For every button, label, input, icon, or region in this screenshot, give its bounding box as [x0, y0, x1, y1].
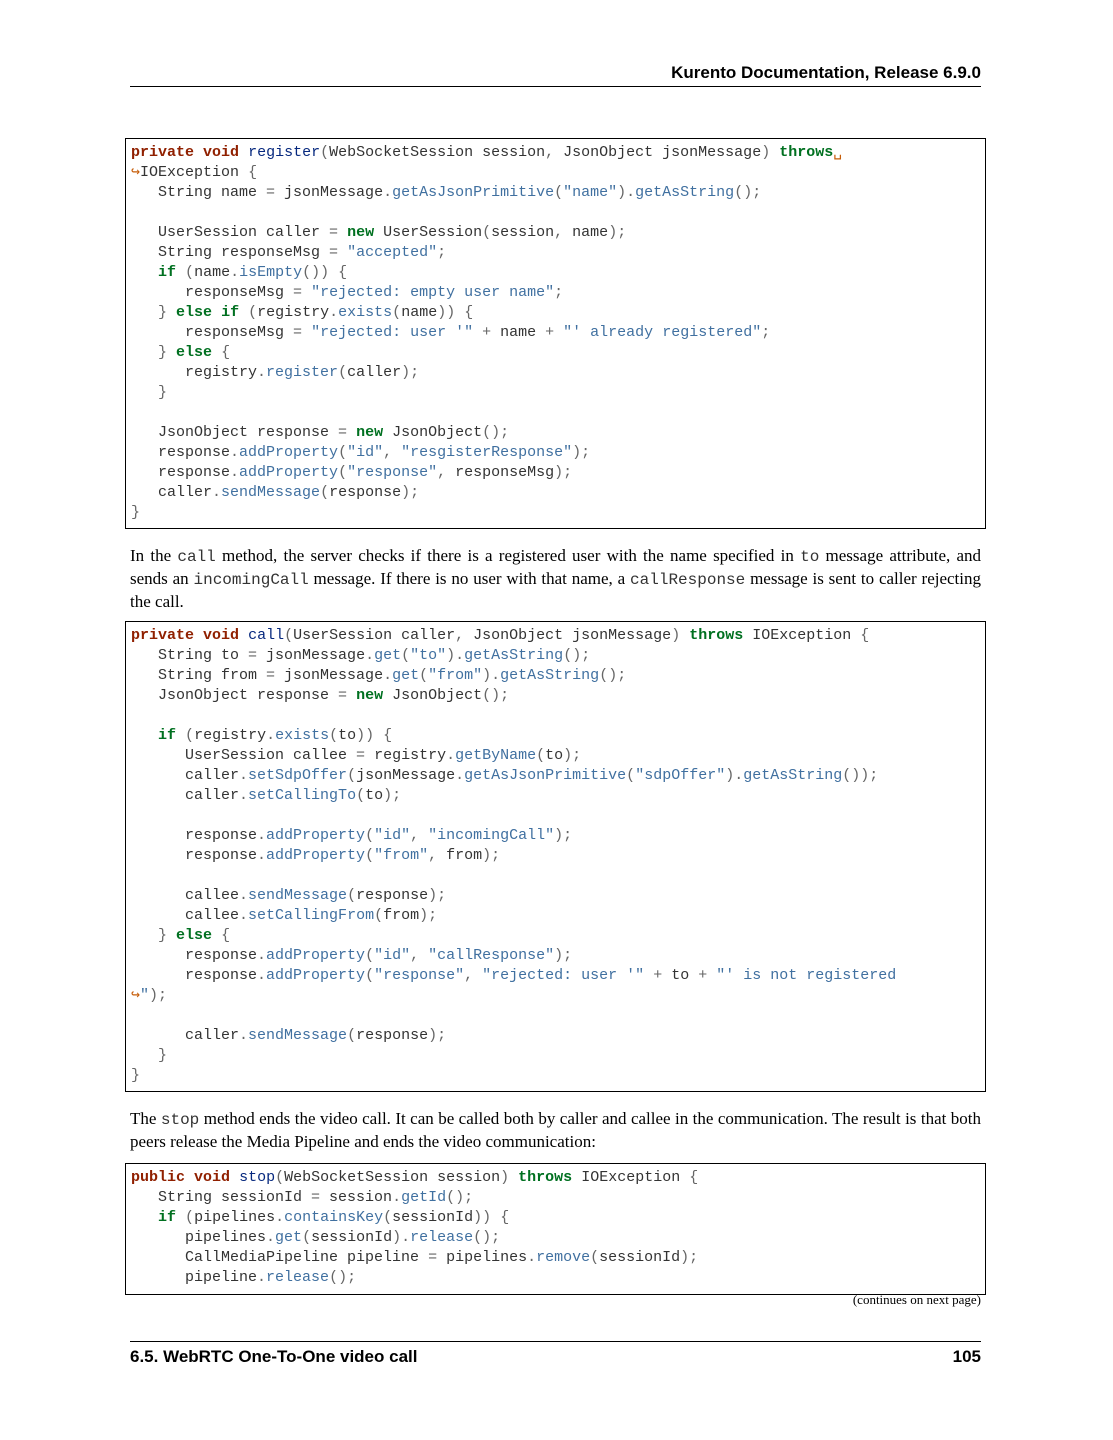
footer: [130, 1346, 981, 1368]
paragraph-stop-method: The stop method ends the video call. It can be called both by caller and callee in the communication. The result is that both peers release the Media Pipeline and ends the video communication:: [130, 1109, 981, 1151]
header-rule: [130, 86, 981, 87]
code-call: private void call(UserSession caller, JsonObject jsonMessage) throws IOException { String to = jsonMessage.get("to").getAsString(); String from = jsonMessage.get("from").getAsString(); JsonObject response = new JsonObject(); if (registry.exists(to)) { UserSession callee = registry.getByName(to); caller.setSdpOffer(jsonMessage.getAsJsonPrimitive("sdpOffer").getAsString()); caller.setCallingTo(to); response.addProperty("id", "incomingCall"); response.addProperty("from", from); callee.sendMessage(response); callee.setCallingFrom(from); } else { response.addProperty("id", "callResponse"); response.addProperty("response", "rejected: user '" + to + "' is not registered ↪"); caller.sendMessage(response); } }: [131, 627, 897, 1084]
running-header: Kurento Documentation, Release 6.9.0: [671, 63, 981, 82]
footer-section-title: 6.5. WebRTC One-To-One video call: [130, 1347, 418, 1366]
continues-note: (continues on next page): [852, 1292, 981, 1307]
code-stop: public void stop(WebSocketSession session) throws IOException { String sessionId = session.getId(); if (pipelines.containsKey(sessionId)) { pipelines.get(sessionId).release(); CallMediaPipeline pipeline = pipelines.remove(sessionId); pipeline.release();: [131, 1169, 699, 1286]
code-register: private void register(WebSocketSession session, JsonObject jsonMessage) throws␣ ↪IOException { String name = jsonMessage.getAsJsonPrimitive("name").getAsString(); UserSession caller = new UserSession(session, name); String responseMsg = "accepted"; if (name.isEmpty()) { responseMsg = "rejected: empty user name"; } else if (registry.exists(name)) { responseMsg = "rejected: user '" + name + "' already registered"; } else { registry.register(caller); } JsonObject response = new JsonObject(); response.addProperty("id", "resgisterResponse"); response.addProperty("response", responseMsg); caller.sendMessage(response); }: [131, 144, 843, 521]
code-block-call: [125, 621, 986, 1092]
page-number: 105: [952, 1347, 981, 1366]
code-block-register: [125, 138, 986, 529]
paragraph-call-method: In the call method, the server checks if there is a registered user with the name specified in to message attribute, and sends an incomingCall message. If there is no user with that name, a callResponse message is sent to caller rejecting the call.: [130, 546, 982, 611]
footer-rule: [130, 1341, 981, 1342]
code-block-stop: [125, 1163, 986, 1295]
